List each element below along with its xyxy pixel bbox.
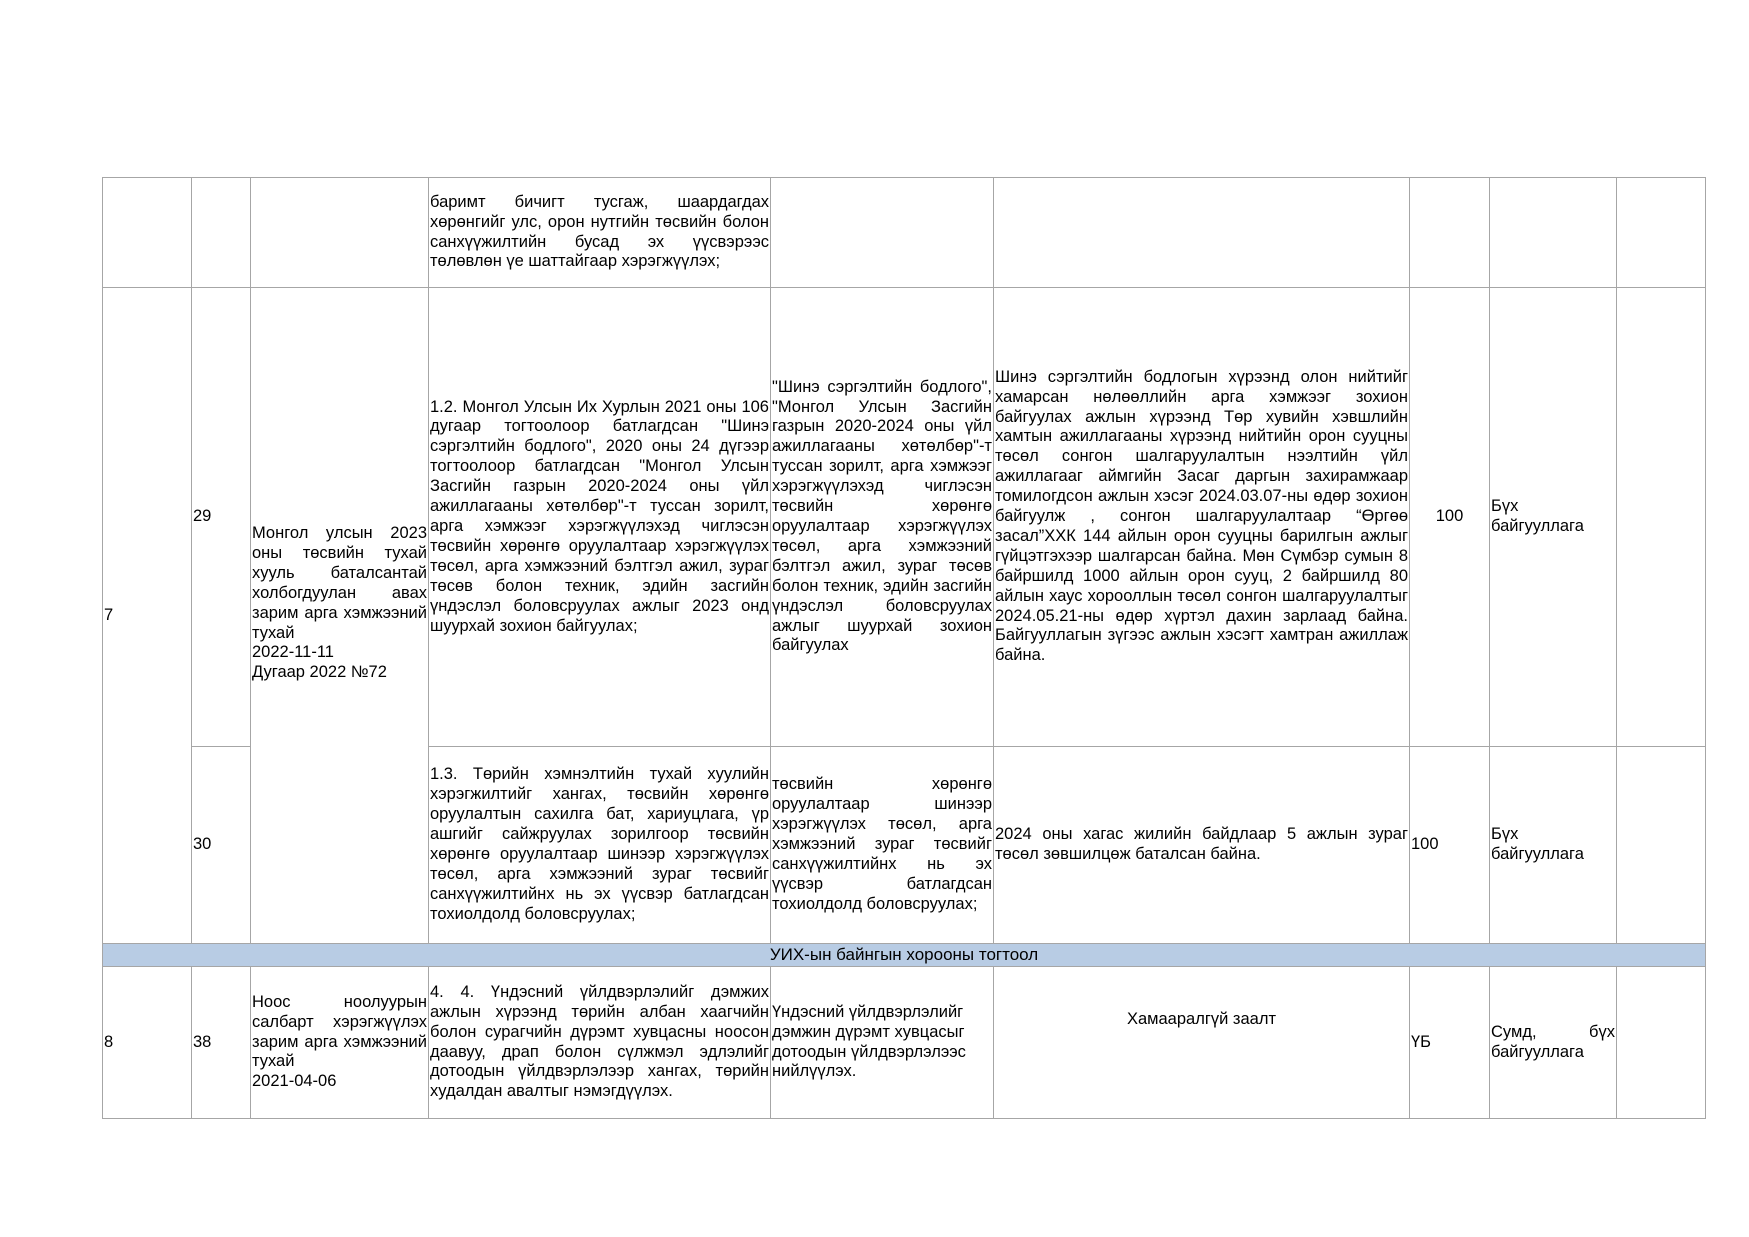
cell-empty [1490, 178, 1617, 288]
cell-empty [103, 178, 192, 288]
decision-cell [251, 967, 432, 1119]
decision-title: Ноос ноолуурын салбарт хэрэгжүүлэх зарим арга хэмжээний тухай [252, 992, 432, 1071]
row-number-cell: 8 [103, 967, 192, 1119]
cell-empty [251, 178, 429, 288]
sub-number-cell: 38 [192, 967, 251, 1119]
cell-empty [771, 178, 994, 288]
measure-cell: 4. 4. Үндэсний үйлдвэрлэлийг дэмжих ажлын хүрээнд төрийн албан хаагчийн болон сурагчийн дүрэмт хувцасны ноосон даавуу, драп болон сүлжмэл эдлэлийг дотоодын үйлдвэрлэлээр хангах, төрийн худалдан авалтыг нэмэгдүүлэх. [429, 967, 771, 1119]
task-cell: Үндэсний үйлдвэрлэлийг дэмжин дүрэмт хувцасыг дотоодын үйлдвэрлэлээс нийлүүлэх. [771, 967, 994, 1119]
cell-empty [1617, 288, 1706, 747]
cell-empty [994, 178, 1410, 288]
cell-empty [1410, 178, 1490, 288]
section-header: УИХ-ын байнгын хорооны тогтоол [103, 944, 1706, 967]
decision-number: Дугаар 2022 №72 [252, 663, 387, 682]
decision-date: 2022-11-11 [252, 643, 334, 662]
row-number-cell: 7 [103, 288, 192, 944]
measure-cell: 1.2. Монгол Улсын Их Хурлын 2021 оны 106 дугаар тогтоолоор батлагдсан "Шинэ сэргэлтийн бодлого", 2020 оны 24 дүгээр тогтоолоор батлагдсан "Монгол Улсын Засгийн газрын 2020-2024 оны үйл ажиллагааны хөтөлбөр"-т туссан зорилт, арга хэмжээг хэрэгжүүлэхэд чиглэсэн төсвийн хөрөнгө оруулалтаар хэрэгжүүлэх төсөл, арга хэмжээний бэлтгэл ажил, зураг төсөв болон техник, эдийн засгийн үндэслэл боловсруулах ажлыг 2023 онд шуурхай зохион байгуулах; [429, 288, 771, 747]
result-cell: 2024 оны хагас жилийн байдлаар 5 ажлын зураг төсөл зөвшилцөж баталсан байна. [994, 747, 1410, 944]
result-cell: Шинэ сэргэлтийн бодлогын хүрээнд олон нийтийг хамарсан нөлөөллийн арга хэмжээг зохион байгуулах ажлын хүрээнд Төр хувийн хэвшлийн хамтын ажиллагааны хүрээнд нийтийн орон сууцны төсөл сонгон шалгаруулалтын нээлтийн үйл ажиллагааг аймгийн Засаг даргын захирамжаар томилогдсон ажлын хэсэг 2024.03.07-ны өдөр зохион байгуулж , сонгон шалгаруулалтаар “Өргөө засал”ХХК 144 айлын орон сууцны барилгын ажлыг гүйцэтгэхээр шалгарсан байна. Мөн Сүмбэр сумын 8 байршилд 1000 айлын орон сууц, 2 байршилд 80 айлын хаус хорооллын төсөл сонгон шалгаруулалтыг 2024.05.21-ны өдөр хүртэл дахин зарлаад байна. Байгууллагын зүгээс ажлын хэсэгт хамтран ажиллаж байна. [994, 288, 1410, 747]
decision-date: 2021-04-06 [252, 1072, 337, 1091]
sub-number-cell: 29 [192, 288, 251, 747]
percent-cell: 100 [1410, 747, 1490, 944]
cell-empty [1617, 967, 1706, 1119]
cell-empty [1617, 747, 1706, 944]
cell-empty [1617, 178, 1706, 288]
measure-cell: баримт бичигт тусгаж, шаардагдах хөрөнгийг улс, орон нутгийн төсвийн болон санхүүжилтийн бусад эх үүсвэрээс төлөвлөн үе шаттайгаар хэрэгжүүлэх; [429, 178, 771, 288]
percent-cell: 100 [1410, 288, 1490, 747]
result-cell: Хамааралгүй заалт [994, 967, 1410, 1119]
responsible-cell: Бүх байгууллага [1490, 288, 1617, 747]
task-cell: "Шинэ сэргэлтийн бодлого", "Монгол Улсын Засгийн газрын 2020-2024 оны үйл ажиллагааны хөтөлбөр"-т туссан зорилт, арга хэмжээг хэрэгжүүлэхэд чиглэсэн төсвийн хөрөнгө оруулалтаар хэрэгжүүлэх төсөл, арга хэмжээний бэлтгэл ажил, зураг төсөв болон техник, эдийн засгийн үндэслэл боловсруулах ажлыг шуурхай зохион байгуулах [771, 288, 994, 747]
decision-cell [251, 288, 432, 944]
table-row-29 [103, 288, 1706, 747]
responsible-cell: Бүх байгууллага [1490, 747, 1617, 944]
table-row-38 [103, 967, 1706, 1119]
task-cell: төсвийн хөрөнгө оруулалтаар шинээр хэрэгжүүлэх төсөл, арга хэмжээний зураг төсвийг санхүүжилтийнх нь эх үүсвэр батлагдсан тохиолдолд боловсруулах; [771, 747, 994, 944]
table-row-continuation [103, 178, 1706, 288]
percent-cell: ҮБ [1410, 967, 1490, 1119]
report-table [102, 177, 1706, 1119]
sub-number-cell: 30 [192, 747, 251, 944]
cell-empty [192, 178, 251, 288]
measure-cell: 1.3. Төрийн хэмнэлтийн тухай хуулийн хэрэгжилтийг хангах, төсвийн хөрөнгө оруулалтын сахилга бат, хариуцлага, үр ашгийг сайжруулах зорилгоор төсвийн хөрөнгө оруулалтаар шинээр хэрэгжүүлэх төсөл, арга хэмжээний зураг төсвийг санхүүжилтийнх нь эх үүсвэр батлагдсан тохиолдолд боловсруулах; [429, 747, 771, 944]
section-header-row [103, 944, 1706, 967]
responsible-cell: Сумд, бүх байгууллага [1490, 967, 1617, 1119]
decision-title: Монгол улсын 2023 оны төсвийн тухай хууль баталсантай холбогдуулан авах зарим арга хэмжээний тухай [252, 524, 432, 642]
